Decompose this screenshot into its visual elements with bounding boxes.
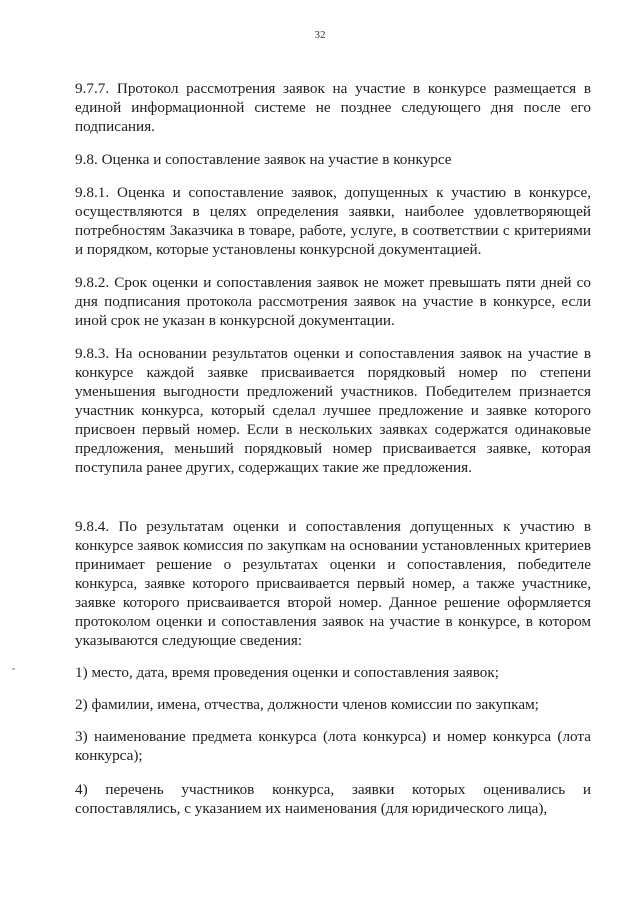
- list-item-3: 3) наименование предмета конкурса (лота конкурса) и номер конкурса (лота конкурса);: [75, 728, 591, 764]
- paragraph-9-8-1: 9.8.1. Оценка и сопоставление заявок, допущенных к участию в конкурсе, осуществляются в целях определения заявки, наиболее удовлетворяющей потребностям Заказчика в товаре, работе, услуге, в соответствии с критериями и порядком, которые установлены конкурсной документацией.: [75, 184, 591, 258]
- list-item-2: 2) фамилии, имена, отчества, должности членов комиссии по закупкам;: [75, 696, 539, 713]
- document-body: [75, 79, 591, 818]
- paragraph-9-7-7: 9.7.7. Протокол рассмотрения заявок на участие в конкурсе размещается в единой информационной системе не позднее следующего дня после его подписания.: [75, 80, 591, 135]
- section-heading-9-8: 9.8. Оценка и сопоставление заявок на участие в конкурсе: [75, 151, 452, 168]
- page-number: 32: [314, 29, 326, 41]
- paragraph-9-8-2: 9.8.2. Срок оценки и сопоставления заявок не может превышать пяти дней со дня подписания протокола рассмотрения заявок на участие в конкурсе, если иной срок не указан в конкурсной документации.: [75, 274, 591, 329]
- list-item-4: 4) перечень участников конкурса, заявки которых оценивались и сопоставлялись, с указанием их наименования (для юридического лица),: [75, 781, 591, 817]
- paragraph-9-8-4: 9.8.4. По результатам оценки и сопоставления допущенных к участию в конкурсе заявок комиссия по закупкам на основании установленных критериев принимает решение о результатах оценки и сопоставления, победителе конкурса, заявке которого присваивается первый номер, а также участнике, заявке которого присваивается второй номер. Данное решение оформляется протоколом оценки и сопоставления заявок на участие в конкурсе, в котором указываются следующие сведения:: [75, 518, 591, 649]
- list-item-1: 1) место, дата, время проведения оценки и сопоставления заявок;: [75, 664, 499, 681]
- paragraph-9-8-3: 9.8.3. На основании результатов оценки и сопоставления заявок на участие в конкурсе каждой заявке присваивается порядковый номер по степени уменьшения выгодности предложений участников. Победителем признается участник конкурса, который сделал лучшее предложение и заявке которого присвоен первый номер. Если в нескольких заявках содержатся одинаковые предложения, меньший порядковый номер присваивается заявке, которая поступила ранее других, содержащих такие же предложения.: [75, 345, 591, 476]
- margin-mark: [12, 668, 15, 670]
